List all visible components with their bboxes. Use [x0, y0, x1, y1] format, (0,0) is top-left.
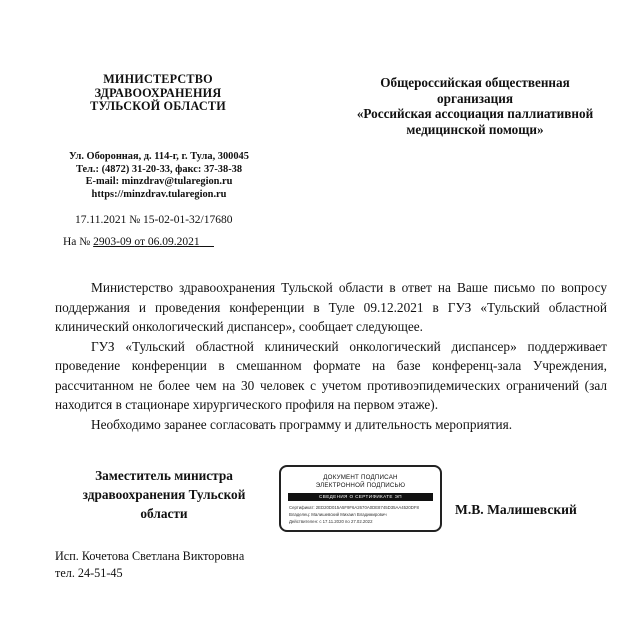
stamp-validity: Действителен: с 17.11.2020 по 27.02.2022 — [289, 519, 373, 525]
body-paragraph: Министерство здравоохранения Тульской области в ответ на Ваше письмо по вопросу поддержания и проведения конференции в Туле 09.12.2021 в ГУЗ «Тульский областной клинический онкологический диспансер», сообщает следующее. — [55, 280, 607, 334]
recipient-line: медицинской помощи» — [406, 121, 544, 137]
sender-contacts — [54, 151, 264, 201]
stamp-title — [281, 474, 440, 490]
ministry-line: МИНИСТЕРСТВО — [103, 72, 213, 86]
sender-phone-fax: Тел.: (4872) 31-20-33, факс: 37-38-38 — [75, 163, 243, 175]
position-line: области — [140, 506, 188, 521]
signer-position — [64, 466, 264, 523]
executor-block — [55, 548, 244, 581]
recipient-block — [322, 75, 628, 137]
stamp-title-line: ДОКУМЕНТ ПОДПИСАН — [323, 474, 398, 481]
incoming-number-field — [93, 236, 214, 248]
incoming-number: 2903-09 — [93, 236, 132, 248]
stamp-details — [289, 504, 437, 526]
incoming-date-prefix: от — [134, 236, 145, 248]
recipient-line: организация — [437, 90, 513, 106]
position-line: здравоохранения Тульской — [82, 487, 246, 502]
executor-phone: тел. 24-51-45 — [55, 565, 123, 580]
incoming-date: 06.09.2021 — [147, 236, 200, 248]
position-line: Заместитель министра — [95, 468, 233, 483]
outgoing-registration: 17.11.2021 № 15-02-01-32/17680 — [75, 214, 233, 226]
sender-website: https://minzdrav.tularegion.ru — [91, 188, 227, 200]
stamp-owner: Владелец: Малишевский Михаил Владимирович — [289, 512, 387, 518]
letter-body — [55, 278, 607, 434]
electronic-signature-stamp — [279, 465, 442, 532]
sender-ministry-name — [70, 73, 246, 114]
signer-name: М.В. Малишевский — [455, 502, 577, 517]
ministry-line: ЗДРАВООХРАНЕНИЯ — [94, 85, 222, 100]
stamp-title-line: ЭЛЕКТРОННОЙ ПОДПИСЬЮ — [315, 482, 406, 489]
ministry-line: ТУЛЬСКОЙ ОБЛАСТИ — [90, 99, 226, 113]
body-paragraph: Необходимо заранее согласовать программу и длительность мероприятия. — [91, 416, 513, 432]
stamp-certificate: Сертификат: 2ED20D015A5F9F6A2670A0DE8745D35AA4520DF8 — [289, 505, 419, 510]
incoming-prefix: На № — [63, 236, 91, 248]
stamp-certificate-header: СВЕДЕНИЯ О СЕРТИФИКАТЕ ЭП — [288, 493, 433, 501]
recipient-line: Общероссийская общественная — [380, 75, 570, 90]
sender-email: E-mail: minzdrav@tularegion.ru — [85, 176, 233, 187]
executor-name: Исп. Кочетова Светлана Викторовна — [55, 549, 245, 563]
body-paragraph: ГУЗ «Тульский областной клинический онкологический диспансер» поддерживает проведение конференции в смешанном формате на базе конференц-зала Учреждения, рассчитанном не более чем на 30 человек с учетом противоэпидемических ограничений (зал находится в стационаре хирургического профиля на первом этаже). — [55, 338, 607, 412]
sender-address: Ул. Оборонная, д. 114-г, г. Тула, 300045 — [69, 151, 249, 162]
incoming-reference — [63, 236, 214, 248]
recipient-line: «Российская ассоциация паллиативной — [356, 106, 594, 121]
